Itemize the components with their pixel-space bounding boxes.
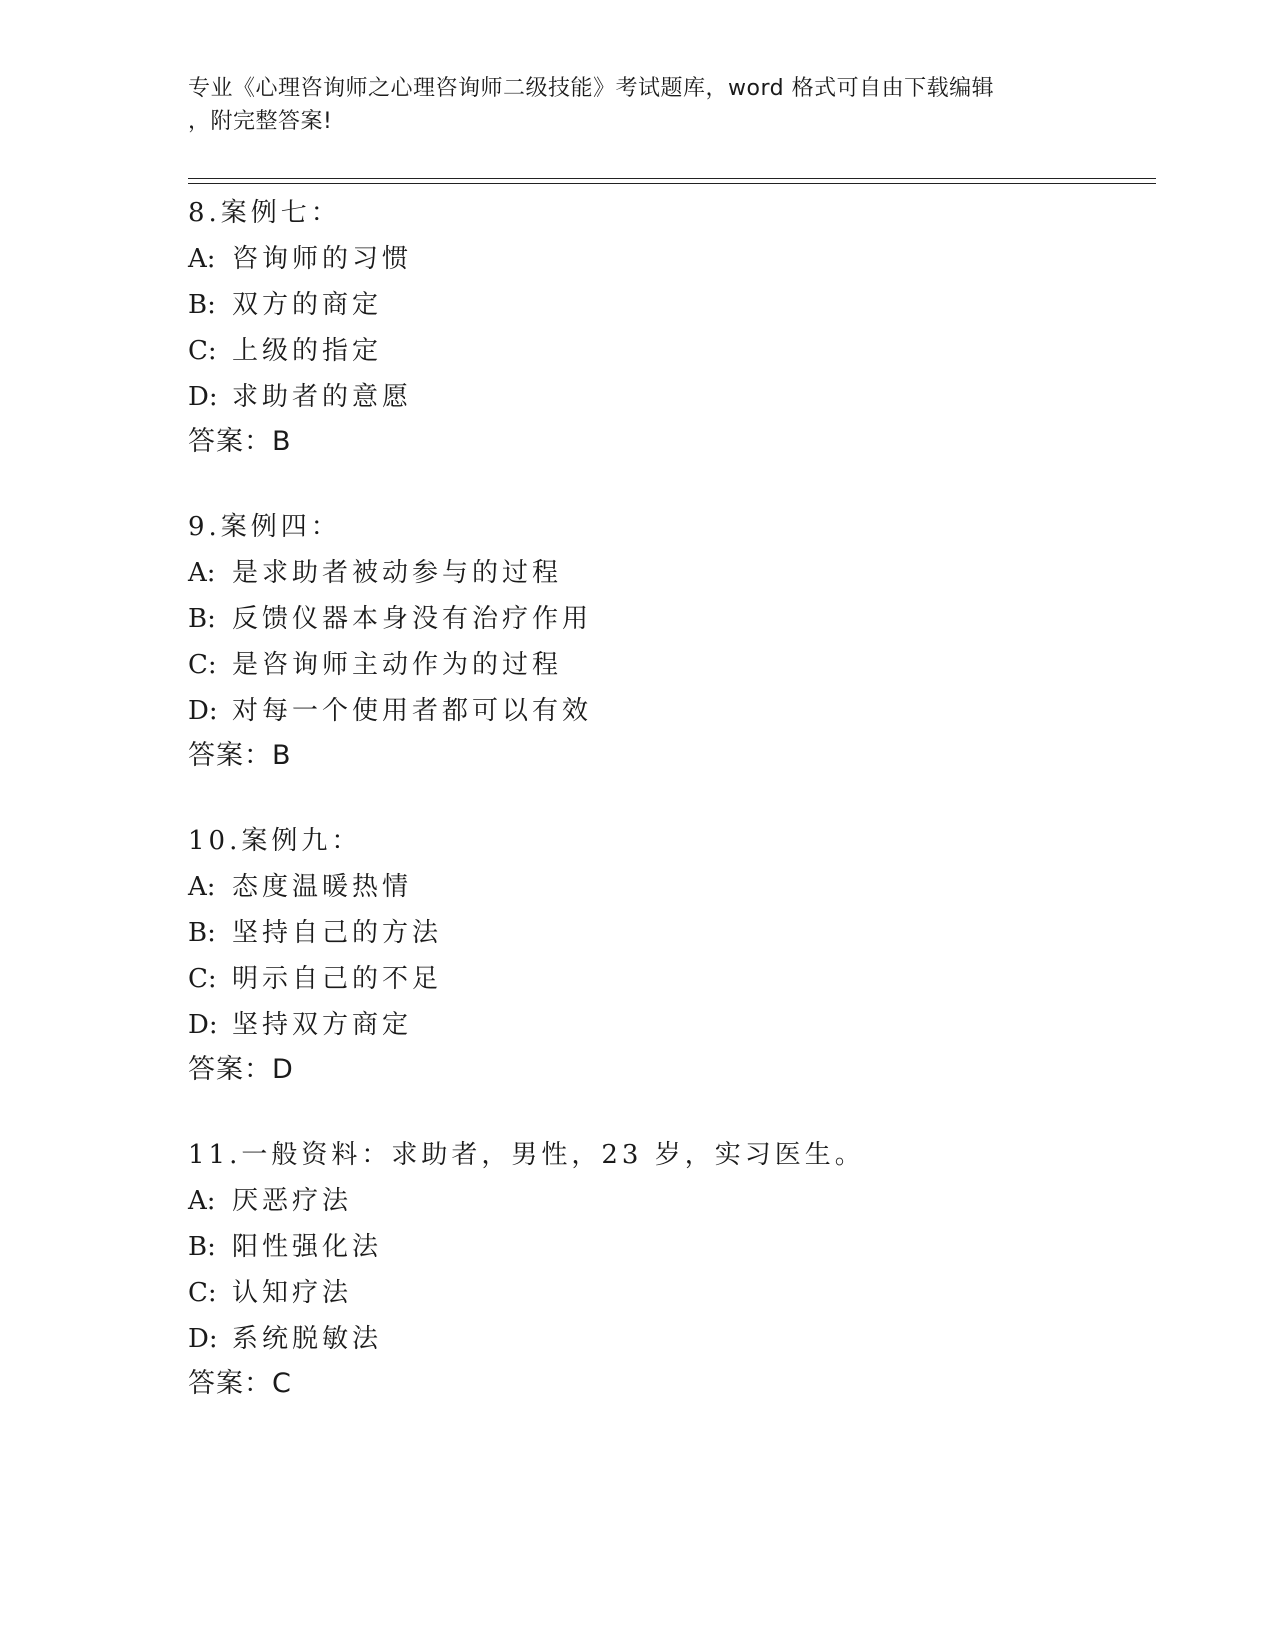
option-d bbox=[188, 374, 1148, 420]
option-text: 求助者的意愿 bbox=[232, 382, 413, 412]
option-letter: C: bbox=[188, 1278, 217, 1308]
question-list bbox=[188, 190, 1148, 1446]
option-letter: B: bbox=[188, 604, 216, 634]
option-d bbox=[188, 1316, 1148, 1362]
question-10 bbox=[188, 818, 1148, 1092]
option-letter: D: bbox=[188, 1010, 218, 1040]
header-divider-top bbox=[188, 178, 1156, 179]
header-line-1: 专业《心理咨询师之心理咨询师二级技能》考试题库，word 格式可自由下载编辑 bbox=[188, 76, 995, 101]
option-letter: A: bbox=[188, 1186, 216, 1216]
option-c bbox=[188, 642, 1148, 688]
question-title: 11.一般资料：求助者，男性，23 岁，实习医生。 bbox=[188, 1140, 865, 1170]
option-letter: A: bbox=[188, 872, 216, 902]
option-text: 系统脱敏法 bbox=[232, 1324, 383, 1354]
option-letter: D: bbox=[188, 382, 218, 412]
option-text: 是咨询师主动作为的过程 bbox=[232, 650, 563, 680]
option-letter: A: bbox=[188, 558, 216, 588]
option-b bbox=[188, 1224, 1148, 1270]
option-text: 坚持自己的方法 bbox=[232, 918, 443, 948]
option-letter: D: bbox=[188, 1324, 218, 1354]
option-letter: C: bbox=[188, 964, 217, 994]
answer-line: 答案：B bbox=[188, 740, 292, 771]
option-c bbox=[188, 1270, 1148, 1316]
option-letter: D: bbox=[188, 696, 218, 726]
option-d bbox=[188, 1002, 1148, 1048]
option-letter: C: bbox=[188, 336, 217, 366]
option-text: 双方的商定 bbox=[232, 290, 383, 320]
option-text: 厌恶疗法 bbox=[232, 1186, 353, 1216]
option-text: 阳性强化法 bbox=[232, 1232, 383, 1262]
option-text: 对每一个使用者都可以有效 bbox=[232, 696, 593, 726]
option-letter: A: bbox=[188, 244, 216, 274]
option-text: 是求助者被动参与的过程 bbox=[232, 558, 563, 588]
question-title: 10.案例九： bbox=[188, 826, 362, 856]
option-letter: B: bbox=[188, 290, 216, 320]
option-c bbox=[188, 328, 1148, 374]
option-text: 咨询师的习惯 bbox=[232, 244, 413, 274]
option-letter: B: bbox=[188, 918, 216, 948]
option-b bbox=[188, 596, 1148, 642]
question-title: 9.案例四： bbox=[188, 512, 341, 542]
question-9 bbox=[188, 504, 1148, 778]
question-title: 8.案例七： bbox=[188, 198, 341, 228]
option-c bbox=[188, 956, 1148, 1002]
option-a bbox=[188, 550, 1148, 596]
option-text: 明示自己的不足 bbox=[232, 964, 443, 994]
option-a bbox=[188, 1178, 1148, 1224]
option-a bbox=[188, 864, 1148, 910]
answer-line: 答案：B bbox=[188, 426, 292, 457]
option-text: 态度温暖热情 bbox=[232, 872, 413, 902]
option-b bbox=[188, 910, 1148, 956]
header-line-2: ，附完整答案! bbox=[188, 109, 333, 134]
header-divider-bottom bbox=[188, 183, 1156, 184]
question-11 bbox=[188, 1132, 1148, 1406]
option-letter: B: bbox=[188, 1232, 216, 1262]
answer-line: 答案：C bbox=[188, 1368, 292, 1399]
answer-line: 答案：D bbox=[188, 1054, 294, 1085]
option-b bbox=[188, 282, 1148, 328]
question-8 bbox=[188, 190, 1148, 464]
option-text: 认知疗法 bbox=[232, 1278, 353, 1308]
option-letter: C: bbox=[188, 650, 217, 680]
document-header bbox=[188, 72, 1088, 138]
option-d bbox=[188, 688, 1148, 734]
option-a bbox=[188, 236, 1148, 282]
option-text: 反馈仪器本身没有治疗作用 bbox=[232, 604, 593, 634]
option-text: 上级的指定 bbox=[232, 336, 383, 366]
option-text: 坚持双方商定 bbox=[232, 1010, 413, 1040]
